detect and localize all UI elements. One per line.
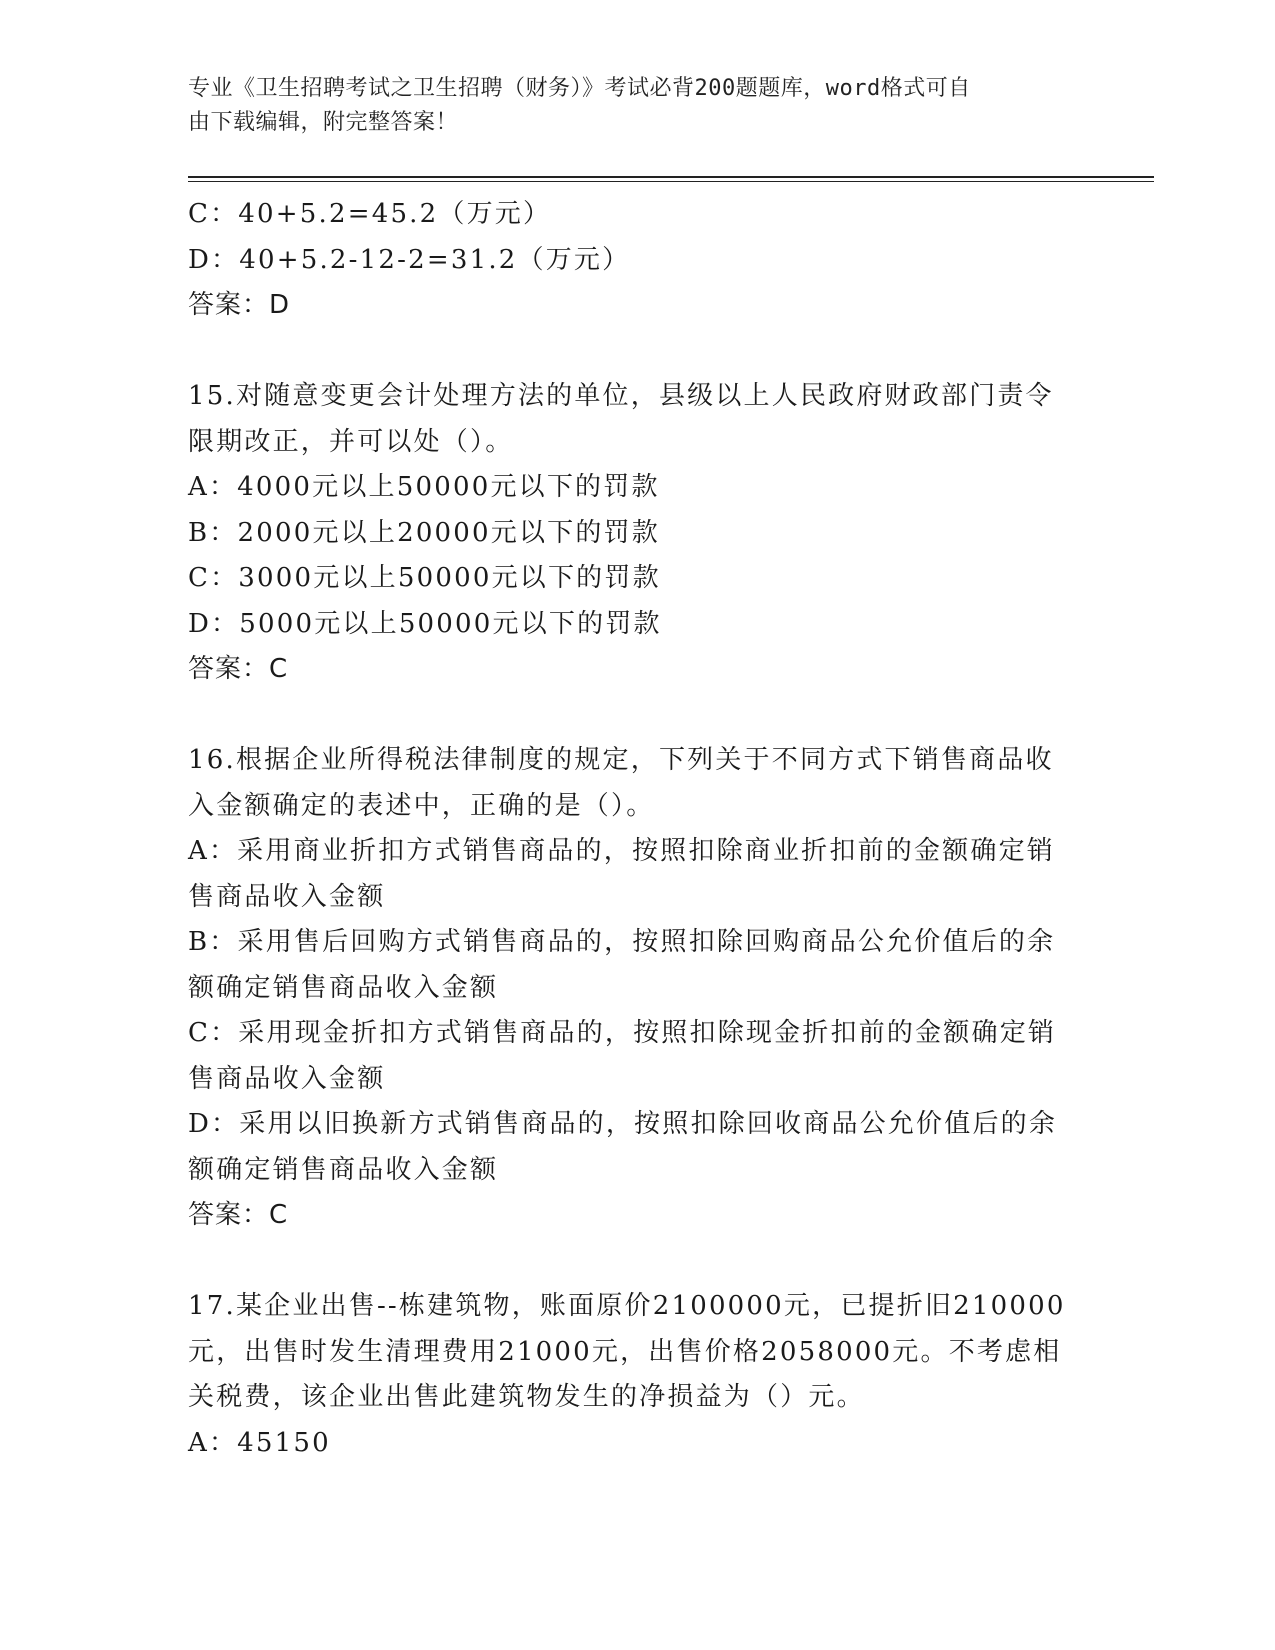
option-a: A：采用商业折扣方式销售商品的，按照扣除商业折扣前的金额确定销 <box>188 836 1055 866</box>
question-14-tail <box>188 192 1088 329</box>
question-stem: 元，出售时发生清理费用21000元，出售价格2058000元。不考虑相 <box>188 1336 1062 1367</box>
question-stem: 17.某企业出售--栋建筑物，账面原价2100000元，已提折旧210000 <box>188 1291 1066 1321</box>
question-stem: 关税费，该企业出售此建筑物发生的净损益为（）元。 <box>188 1382 865 1412</box>
question-15 <box>188 374 1088 693</box>
question-stem: 16.根据企业所得税法律制度的规定，下列关于不同方式下销售商品收 <box>188 745 1054 775</box>
option-a: A：45150 <box>188 1427 331 1458</box>
header-line-2: 由下载编辑，附完整答案！ <box>188 110 459 135</box>
header-divider-thick <box>188 176 1154 178</box>
spacer <box>188 329 1088 375</box>
answer-label: 答案：C <box>188 1200 289 1230</box>
option-a: A：4000元以上50000元以下的罚款 <box>188 472 660 502</box>
question-stem: 限期改正，并可以处（）。 <box>188 426 514 457</box>
spacer <box>188 1239 1088 1285</box>
question-stem: 入金额确定的表述中，正确的是（）。 <box>188 790 655 821</box>
option-b: B：2000元以上20000元以下的罚款 <box>188 517 660 548</box>
spacer <box>188 693 1088 739</box>
option-c: 售商品收入金额 <box>188 1063 386 1094</box>
document-header <box>188 72 1068 140</box>
option-d: D：采用以旧换新方式销售商品的，按照扣除回收商品公允价值后的余 <box>188 1109 1058 1139</box>
document-body <box>188 192 1088 1466</box>
question-16 <box>188 738 1088 1239</box>
header-line-1: 专业《卫生招聘考试之卫生招聘（财务）》考试必背200题题库，word格式可自 <box>188 76 971 101</box>
option-d: D：40+5.2-12-2=31.2（万元） <box>188 244 631 275</box>
option-d: 额确定销售商品收入金额 <box>188 1154 499 1185</box>
answer-label: 答案：C <box>188 654 289 684</box>
option-c: C：3000元以上50000元以下的罚款 <box>188 563 661 593</box>
option-a: 售商品收入金额 <box>188 881 386 912</box>
option-c: C：40+5.2=45.2（万元） <box>188 199 552 229</box>
question-stem: 15.对随意变更会计处理方法的单位，县级以上人民政府财政部门责令 <box>188 381 1054 411</box>
option-b: 额确定销售商品收入金额 <box>188 972 499 1003</box>
header-divider-thin <box>188 181 1154 182</box>
question-17 <box>188 1284 1088 1466</box>
option-b: B：采用售后回购方式销售商品的，按照扣除回购商品公允价值后的余 <box>188 927 1056 957</box>
option-c: C：采用现金折扣方式销售商品的，按照扣除现金折扣前的金额确定销 <box>188 1018 1057 1048</box>
answer-label: 答案：D <box>188 290 291 320</box>
option-d: D：5000元以上50000元以下的罚款 <box>188 608 662 639</box>
